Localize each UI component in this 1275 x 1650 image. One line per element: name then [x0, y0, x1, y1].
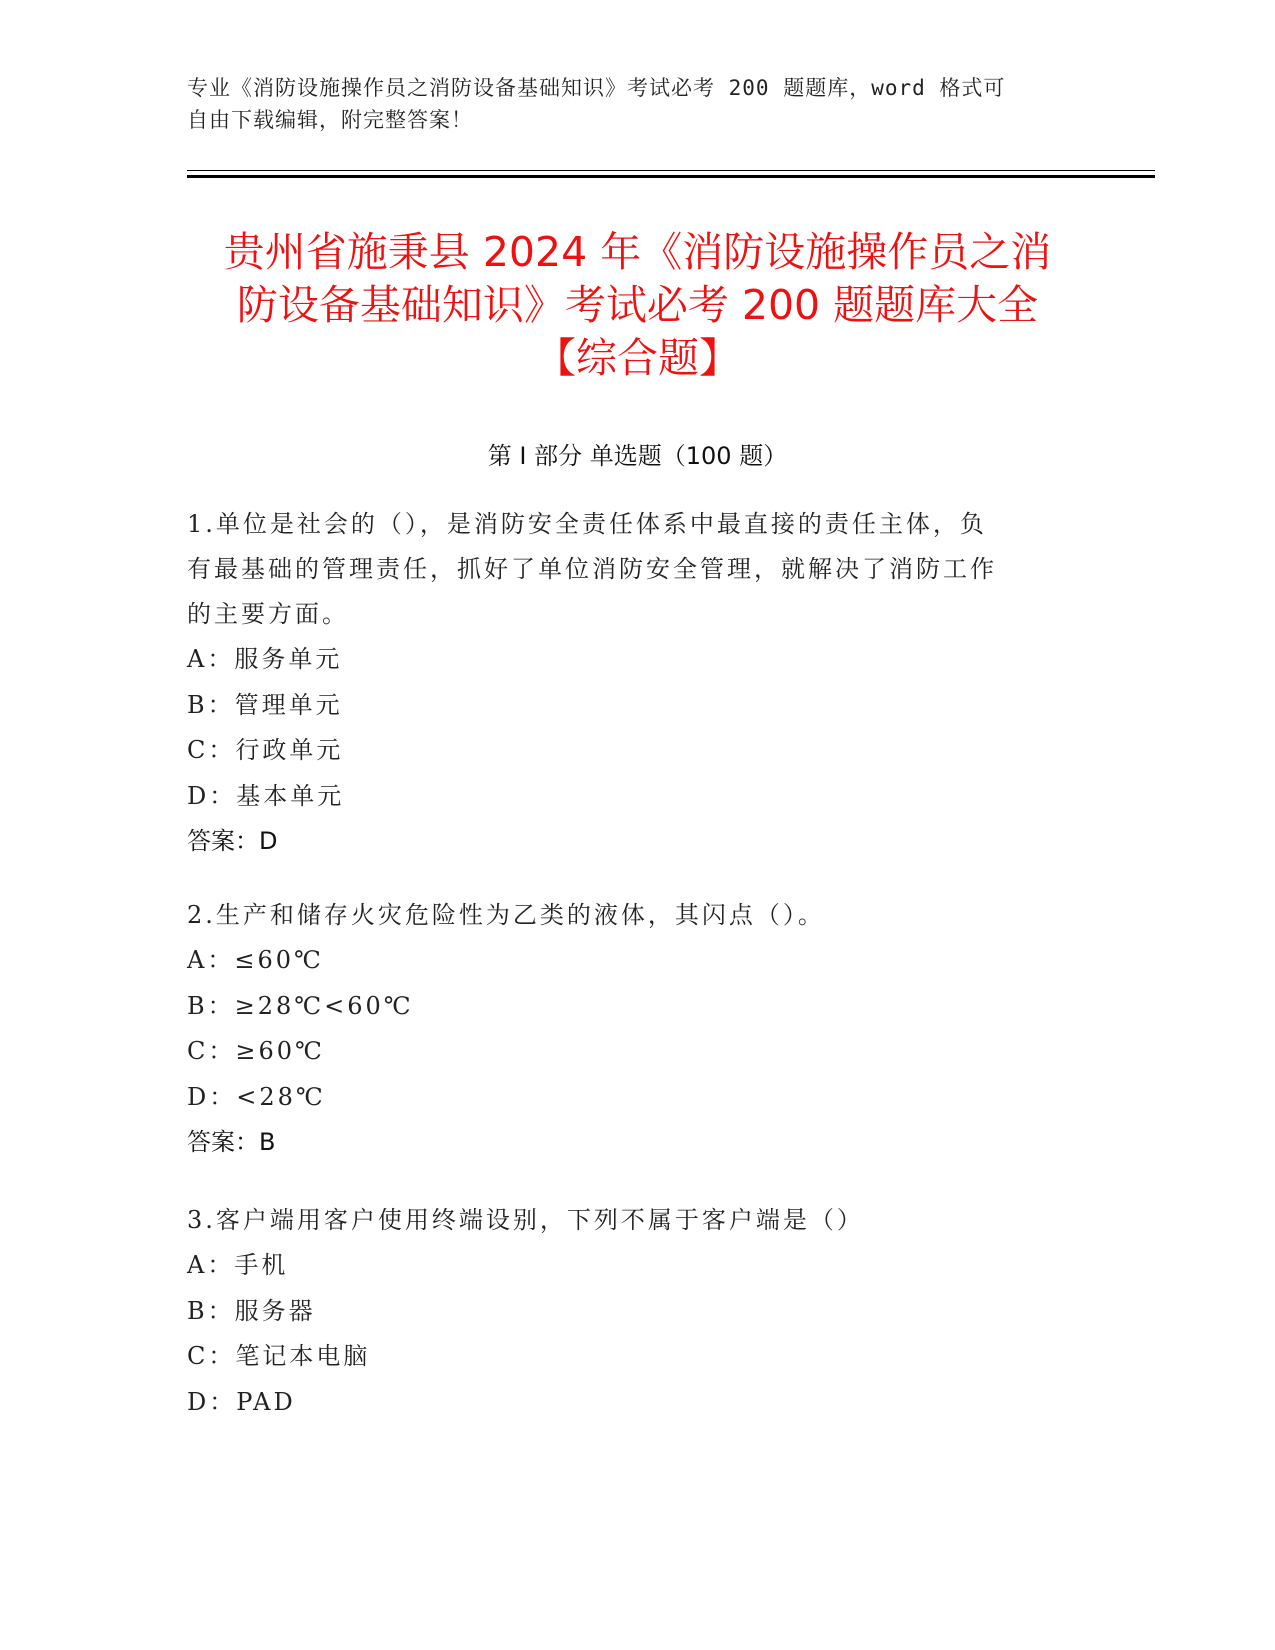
option-c: C：≥60℃: [187, 1037, 325, 1065]
header-note-line-1: 专业《消防设施操作员之消防设备基础知识》考试必考 200 题题库，word 格式可: [187, 76, 1006, 100]
header-divider-bottom: [187, 175, 1155, 178]
option-b: B：管理单元: [187, 690, 343, 719]
section-heading: 第 I 部分 单选题（100 题）: [487, 442, 788, 470]
option-c: C：笔记本电脑: [187, 1342, 371, 1370]
question-text: 有最基础的管理责任，抓好了单位消防安全管理，就解决了消防工作: [187, 555, 997, 583]
answer: 答案：D: [187, 827, 278, 855]
option-a: A：手机: [187, 1251, 289, 1279]
document-title: [170, 226, 1105, 385]
question-text: 的主要方面。: [187, 600, 349, 628]
title-line-3: 【综合题】: [535, 334, 740, 382]
option-d: D：基本单元: [187, 781, 345, 810]
question-3: [187, 1198, 1067, 1425]
answer: 答案：B: [187, 1128, 276, 1156]
option-b: B：≥28℃<60℃: [187, 991, 414, 1020]
header-note-line-2: 自由下载编辑，附完整答案！: [187, 108, 473, 132]
option-d: D：PAD: [187, 1387, 296, 1416]
option-b: B：服务器: [187, 1296, 316, 1325]
header-divider-top: [187, 170, 1155, 171]
question-text: 1.单位是社会的（），是消防安全责任体系中最直接的责任主体，负: [187, 510, 987, 538]
header-note: [187, 72, 1067, 136]
question-2: [187, 893, 1067, 1165]
title-line-2: 防设备基础知识》考试必考 200 题题库大全: [236, 281, 1039, 329]
question-text: 2.生产和储存火灾危险性为乙类的液体，其闪点（）。: [187, 901, 825, 929]
question-text: 3.客户端用客户使用终端设别，下列不属于客户端是（）: [187, 1206, 864, 1234]
title-line-1: 贵州省施秉县 2024 年《消防设施操作员之消: [223, 228, 1052, 276]
option-c: C：行政单元: [187, 736, 344, 764]
option-a: A：≤60℃: [187, 946, 324, 974]
option-a: A：服务单元: [187, 645, 343, 673]
option-d: D：<28℃: [187, 1082, 326, 1111]
question-1: [187, 502, 1067, 864]
